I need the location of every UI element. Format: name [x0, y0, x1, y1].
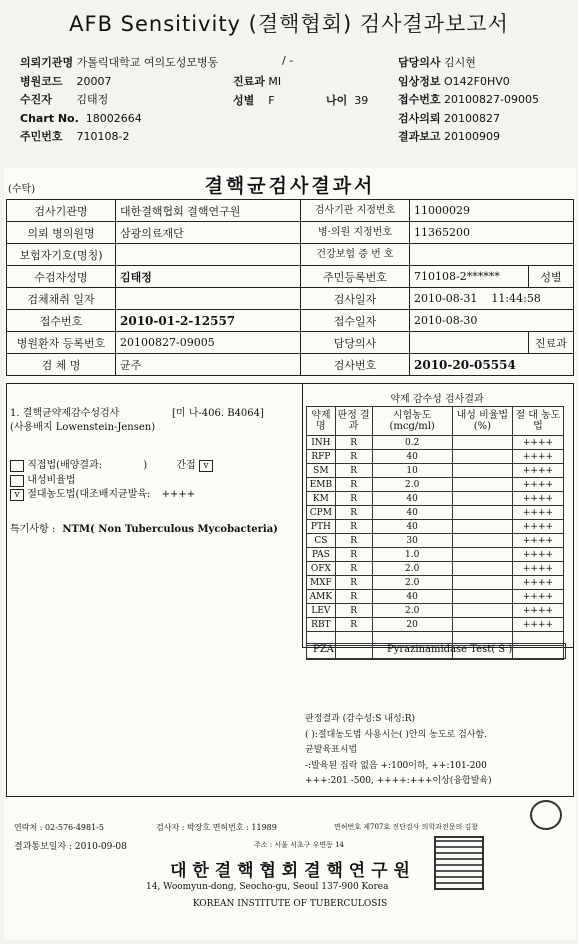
inst-value: 대한결핵협회 결핵연구원 [116, 200, 301, 222]
hosp-no-value: 11365200 [410, 222, 574, 244]
doctor-value: 김시현 [444, 56, 476, 69]
drug-row [307, 548, 564, 562]
drug-concentration: 2.0 [372, 478, 452, 492]
drug-concentration: 30 [372, 534, 452, 548]
scanned-report [4, 168, 576, 940]
absolute-label: 절대농도법(대조배지균발육: [27, 489, 151, 500]
test-line1: 1. 결핵균약제감수성검사 [10, 408, 120, 419]
drug-result: R [335, 562, 372, 576]
hosp-code-label: 병원코드 [20, 74, 63, 88]
sex2-label: 성별 [529, 266, 574, 288]
card-label: 건강보험 증 번 호 [301, 244, 410, 266]
receipt-date-label: 접수일자 [301, 310, 410, 332]
hosp-value: 가톨릭대학교 여의도성모병동 [76, 56, 219, 69]
drug-absolute: ++++ [512, 492, 563, 506]
direct-method-row [10, 456, 213, 472]
pza-label: PZA [313, 644, 334, 655]
drug-name: MXF [307, 576, 336, 590]
chart-no-label: Chart No. [20, 111, 79, 125]
inst-no-value: 11000029 [410, 200, 574, 222]
drug-absolute: ++++ [512, 590, 563, 604]
dept-label: 진료과 [233, 75, 265, 88]
receipt-value: 20100827-09005 [444, 93, 539, 107]
drug-concentration: 40 [372, 450, 452, 464]
drug-proportion [452, 436, 512, 450]
drug-name: INH [307, 436, 336, 450]
patient-name-label: 수검자성명 [7, 266, 116, 288]
copy-mark: (수탁) [8, 184, 36, 195]
specimen-label: 검 체 명 [7, 354, 116, 376]
footer-license: 면허번호 제707호 진단검사 의학과전문의 김창 [334, 823, 478, 831]
drug-absolute: ++++ [512, 450, 563, 464]
drug-proportion [452, 618, 512, 632]
drug-name: RBT [307, 618, 336, 632]
sex-value: F [268, 94, 275, 107]
drug-row [307, 478, 564, 492]
drug-row [307, 576, 564, 590]
attending-label: 담당의사 [301, 332, 410, 354]
header-left [20, 54, 218, 147]
note-row [10, 520, 278, 535]
clinical-label: 임상정보 [398, 74, 441, 88]
age-label: 나이 [326, 94, 348, 107]
sens-header: 약제명 [307, 407, 336, 436]
indirect-label: 간접 [176, 460, 196, 471]
reg-value: 20100827-09005 [116, 332, 301, 354]
drug-row [307, 618, 564, 632]
drug-row [307, 590, 564, 604]
drug-absolute: ++++ [512, 562, 563, 576]
inst-label: 검사기관명 [7, 200, 116, 222]
drug-name: RFP [307, 450, 336, 464]
drug-row [307, 520, 564, 534]
drug-concentration: 40 [372, 492, 452, 506]
legend [305, 712, 492, 790]
footer-org-en: KOREAN INSTITUTE OF TUBERCULOSIS [192, 899, 388, 909]
drug-result: R [335, 590, 372, 604]
drug-proportion [452, 464, 512, 478]
report-label: 결과보고 [398, 130, 441, 144]
drug-proportion [452, 534, 512, 548]
drug-concentration: 40 [372, 520, 452, 534]
patient-label: 수진자 [20, 93, 52, 107]
drug-absolute: ++++ [512, 576, 563, 590]
report-title: AFB Sensitivity (결핵협회) 검사결과보고서 [69, 12, 509, 36]
card-value [410, 244, 574, 266]
drug-absolute: ++++ [512, 604, 563, 618]
drug-row [307, 562, 564, 576]
drug-concentration: 2.0 [372, 576, 452, 590]
drug-proportion [452, 604, 512, 618]
rrn2-label: 주민등록번호 [301, 266, 410, 288]
test-no-value: 2010-20-05554 [410, 354, 574, 376]
info-table [6, 199, 574, 376]
drug-name: PTH [307, 520, 336, 534]
clinical-value: O142F0HV0 [444, 74, 510, 88]
legend-line: 균발육표시법 [305, 745, 358, 755]
legend-line: ( ):절대농도법 사용시는( )안의 농도로 검사함. [305, 729, 488, 740]
rrn-label: 주민번호 [20, 130, 63, 144]
drug-concentration: 0.2 [372, 436, 452, 450]
reg-label: 병원환자 등록번호 [7, 332, 116, 354]
sens-header: 내성 비율법(%) [452, 407, 512, 436]
absolute-value: ++++ [161, 489, 196, 500]
legend-line: -:발육된 집락 없음 +:100이하, ++:101-200 [305, 760, 487, 771]
note-value: NTM( Non Tuberculous Mycobacteria) [62, 524, 278, 535]
test-line2: (사용배지 Lowenstein-Jensen) [10, 422, 156, 433]
drug-proportion [452, 562, 512, 576]
test-time-value: 11:44:58 [491, 292, 541, 305]
sens-header: 판정 결과 [335, 407, 372, 436]
footer-address-kr: 주소 : 서울 서초구 우면동 14 [254, 841, 345, 849]
receipt-date-value: 2010-08-30 [410, 310, 574, 332]
institute-seal-icon [434, 836, 484, 890]
sex-label: 성별 [233, 94, 255, 107]
hosp-no-label: 병·의원 지정번호 [301, 222, 410, 244]
note-label: 특기사항 : [10, 524, 56, 535]
drug-row [307, 436, 564, 450]
doctor-label: 담당의사 [398, 56, 441, 69]
drug-result: R [335, 534, 372, 548]
drug-proportion [452, 450, 512, 464]
absolute-checkbox: v [10, 489, 24, 501]
sens-header: 절 대 농도법 [512, 407, 563, 436]
drug-name: CS [307, 534, 336, 548]
drug-result: R [335, 618, 372, 632]
drug-proportion [452, 576, 512, 590]
drug-row [307, 604, 564, 618]
rrn-value: 710108-2 [76, 130, 130, 144]
rrn2-value: 710108-2****** [410, 266, 529, 288]
drug-concentration: 40 [372, 590, 452, 604]
drug-result: R [335, 520, 372, 534]
receipt-no-label: 접수번호 [7, 310, 116, 332]
direct-checkbox [10, 460, 24, 472]
footer-examiner: 검사자 : 박장흐 면허번호 : 11989 [156, 823, 277, 832]
drug-proportion [452, 520, 512, 534]
receipt-label: 접수번호 [398, 93, 441, 107]
sens-header: 시험농도 (mcg/ml) [372, 407, 452, 436]
drug-concentration: 2.0 [372, 604, 452, 618]
drug-name: AMK [307, 590, 336, 604]
legend-line: +++:201 -500, ++++:+++이상(융합발육) [305, 776, 492, 786]
drug-name: OFX [307, 562, 336, 576]
drug-concentration: 40 [372, 506, 452, 520]
req-label: 의뢰 병의원명 [7, 222, 116, 244]
request-value: 20100827 [444, 111, 501, 125]
header-right [398, 54, 539, 147]
drug-name: KM [307, 492, 336, 506]
collect-value [116, 288, 301, 310]
inst-no-label: 검사기관 지정번호 [301, 200, 410, 222]
indirect-checkbox: v [199, 460, 213, 472]
ins-label: 보험자기호(명칭) [7, 244, 116, 266]
doctor-seal-icon [530, 800, 562, 830]
dept-value: MI [268, 75, 282, 88]
drug-result: R [335, 506, 372, 520]
drug-result: R [335, 464, 372, 478]
drug-proportion [452, 492, 512, 506]
absolute-row [10, 485, 195, 501]
footer-org-kr: 대 한 결 핵 협 회 결 핵 연 구 원 [170, 861, 410, 881]
proportion-label: 내성비율법 [27, 475, 76, 486]
drug-name: PAS [307, 548, 336, 562]
direct-label: 직접법(배양결과: [27, 460, 103, 471]
drug-name: SM [307, 464, 336, 478]
sens-title: 약제 감수성 검사결과 [390, 394, 484, 405]
drug-absolute: ++++ [512, 618, 563, 632]
direct-close: ) [143, 460, 148, 471]
drug-absolute: ++++ [512, 464, 563, 478]
footer-contact: 연락처 : 02-576-4981-5 [14, 823, 104, 832]
report-value: 20100909 [444, 130, 501, 144]
doc-title: 결핵균검사결과서 [204, 175, 376, 197]
drug-proportion [452, 590, 512, 604]
req-value: 삼광의료재단 [116, 222, 301, 244]
pza-value: Pyrazinamidase Test( S ) [387, 644, 513, 655]
hosp-label: 의뢰기관명 [20, 56, 74, 69]
drug-result: R [335, 478, 372, 492]
drug-absolute: ++++ [512, 548, 563, 562]
drug-name: LEV [307, 604, 336, 618]
drug-result: R [335, 604, 372, 618]
drug-absolute: ++++ [512, 436, 563, 450]
drug-result: R [335, 450, 372, 464]
age-value: 39 [354, 94, 369, 107]
sensitivity-table [306, 406, 564, 660]
drug-row [307, 506, 564, 520]
drug-absolute: ++++ [512, 506, 563, 520]
specimen-value: 균주 [116, 354, 301, 376]
chart-no-value: 18002664 [85, 111, 142, 125]
drug-proportion [452, 478, 512, 492]
drug-absolute: ++++ [512, 520, 563, 534]
drug-result: R [335, 492, 372, 506]
collect-label: 검체채취 일자 [7, 288, 116, 310]
hosp-code-value: 20007 [76, 74, 112, 88]
receipt-no-value: 2010-01-2-12557 [116, 310, 301, 332]
drug-row [307, 464, 564, 478]
header-dash: / - [282, 54, 294, 67]
drug-result: R [335, 548, 372, 562]
patient-name-value: 김태정 [116, 266, 301, 288]
drug-row [307, 534, 564, 548]
drug-absolute: ++++ [512, 478, 563, 492]
test-code: [미 나-406. B4064] [172, 408, 264, 419]
clinic-dept-label: 진료과 [529, 332, 574, 354]
drug-absolute: ++++ [512, 534, 563, 548]
patient-value: 김태정 [76, 93, 109, 107]
test-date-value: 2010-08-31 [414, 292, 478, 305]
request-label: 검사의뢰 [398, 111, 441, 125]
drug-row [307, 492, 564, 506]
drug-row [307, 450, 564, 464]
footer-notify: 결과통보일자 : 2010-09-08 [14, 842, 127, 852]
test-date-label: 검사일자 [301, 288, 410, 310]
attending-value [410, 332, 529, 354]
drug-concentration: 10 [372, 464, 452, 478]
pza-row [306, 643, 566, 659]
drug-result: R [335, 576, 372, 590]
test-no-label: 검사번호 [301, 354, 410, 376]
drug-concentration: 1.0 [372, 548, 452, 562]
ins-value [116, 244, 301, 266]
drug-name: EMB [307, 478, 336, 492]
drug-proportion [452, 506, 512, 520]
legend-line: 판정결과 (감수성:S 내성:R) [305, 714, 415, 724]
drug-name: CPM [307, 506, 336, 520]
footer-address-en: 14, Woomyun-dong, Seocho-gu, Seoul 137-900 Korea [146, 882, 389, 892]
drug-concentration: 2.0 [372, 562, 452, 576]
drug-concentration: 20 [372, 618, 452, 632]
drug-proportion [452, 548, 512, 562]
drug-result: R [335, 436, 372, 450]
